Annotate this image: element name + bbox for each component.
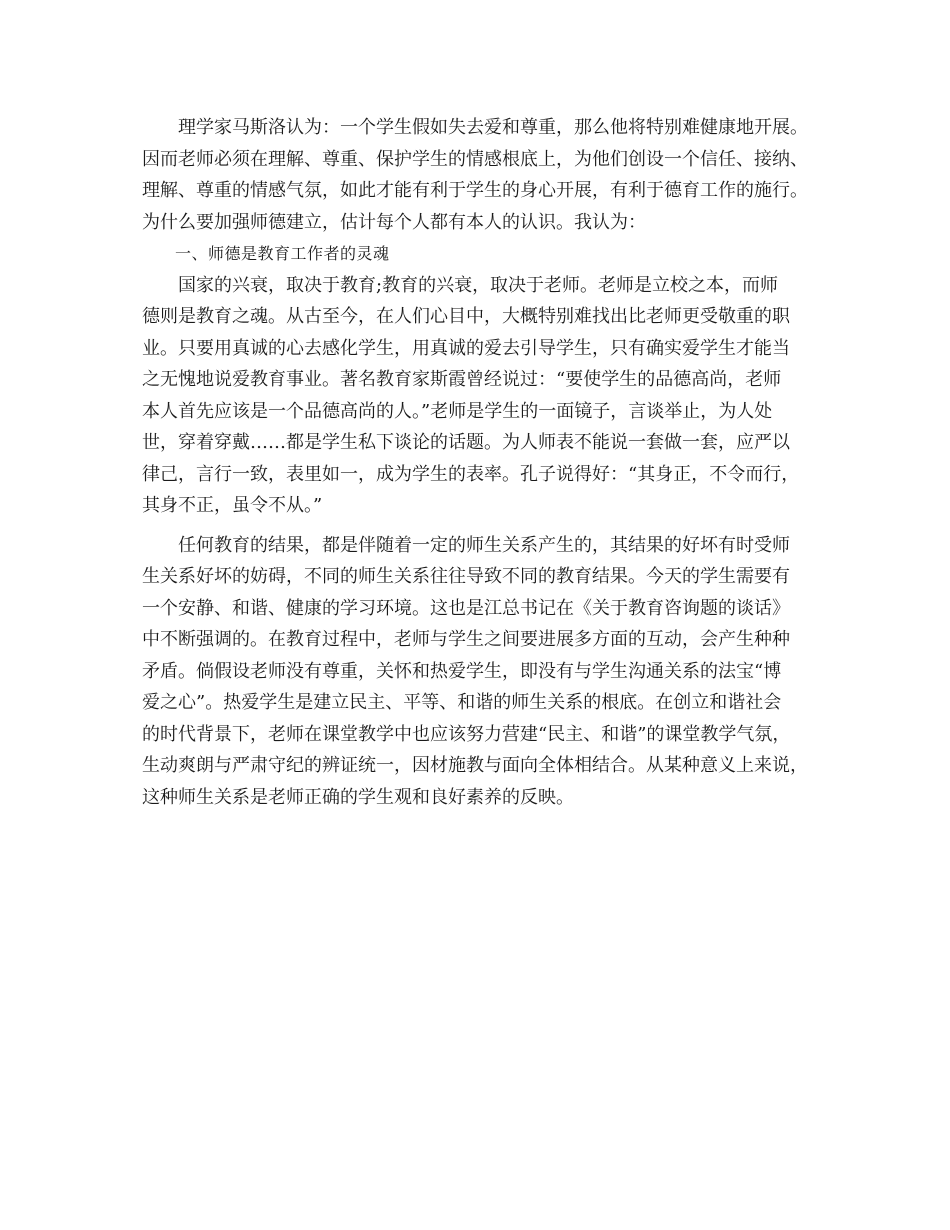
text-line: 律己，言行一致，表里如一，成为学生的表率。孔子说得好：“其身正，不令而行，	[142, 463, 800, 485]
text-line: 爱之心”。热爱学生是建立民主、平等、和谐的师生关系的根底。在创立和谐社会	[142, 692, 782, 713]
text-line: 之无愧地说爱教育事业。著名教育家斯霞曾经说过：“要使学生的品德高尚，老师	[142, 369, 782, 390]
document-page	[142, 112, 834, 813]
text-line: 一个安静、和谐、健康的学习环境。这也是江总书记在《关于教育咨询题的谈话》	[142, 597, 790, 619]
paragraph-teacher-student-relationship	[142, 530, 834, 814]
text-line: 生关系好坏的妨碍，不同的师生关系往往导致不同的教育结果。今天的学生需要有	[142, 566, 790, 587]
text-line: 中不断强调的。在教育过程中，老师与学生之间要进展多方面的互动，会产生种种	[142, 629, 790, 650]
text-line: 任何教育的结果，都是伴随着一定的师生关系产生的，其结果的好坏有时受师	[142, 534, 790, 556]
section-heading: 一、师德是教育工作者的灵魂	[142, 244, 390, 263]
text-line: 世，穿着穿戴……都是学生私下谈论的话题。为人师表不能说一套做一套，应严以	[142, 432, 790, 453]
text-line: 为什么要加强师德建立，估计每个人都有本人的认识。我认为：	[142, 211, 646, 233]
text-line: 矛盾。倘假设老师没有尊重，关怀和热爱学生，即没有与学生沟通关系的法宝“博	[142, 660, 782, 682]
paragraph-teacher-ethics	[142, 270, 834, 522]
text-line: 这种师生关系是老师正确的学生观和良好素养的反映。	[142, 786, 574, 808]
text-line: 理学家马斯洛认为：一个学生假如失去爱和尊重，那么他将特别难健康地开展。	[142, 117, 808, 138]
text-line: 生动爽朗与严肃守纪的辨证统一，因材施教与面向全体相结合。从某种意义上来说，	[142, 755, 808, 776]
text-line: 因而老师必须在理解、尊重、保护学生的情感根底上，为他们创设一个信任、接纳、	[142, 148, 808, 170]
text-line: 理解、尊重的情感气氛，如此才能有利于学生的身心开展，有利于德育工作的施行。	[142, 180, 808, 201]
text-line: 国家的兴衰，取决于教育;教育的兴衰，取决于老师。老师是立校之本，而师	[142, 274, 779, 296]
text-line: 德则是教育之魂。从古至今，在人们心目中，大概特别难找出比老师更受敬重的职	[142, 306, 790, 327]
text-line: 其身不正，虽令不从。”	[142, 495, 323, 516]
text-line: 本人首先应该是一个品德高尚的人。”老师是学生的一面镜子，言谈举止，为人处	[142, 400, 773, 422]
text-line: 的时代背景下，老师在课堂教学中也应该努力营建“民主、和谐”的课堂教学气氛，	[142, 723, 791, 745]
paragraph-intro	[142, 112, 834, 238]
paragraph-spacer	[142, 522, 834, 530]
text-line: 业。只要用真诚的心去感化学生，用真诚的爱去引导学生，只有确实爱学生才能当	[142, 337, 790, 359]
